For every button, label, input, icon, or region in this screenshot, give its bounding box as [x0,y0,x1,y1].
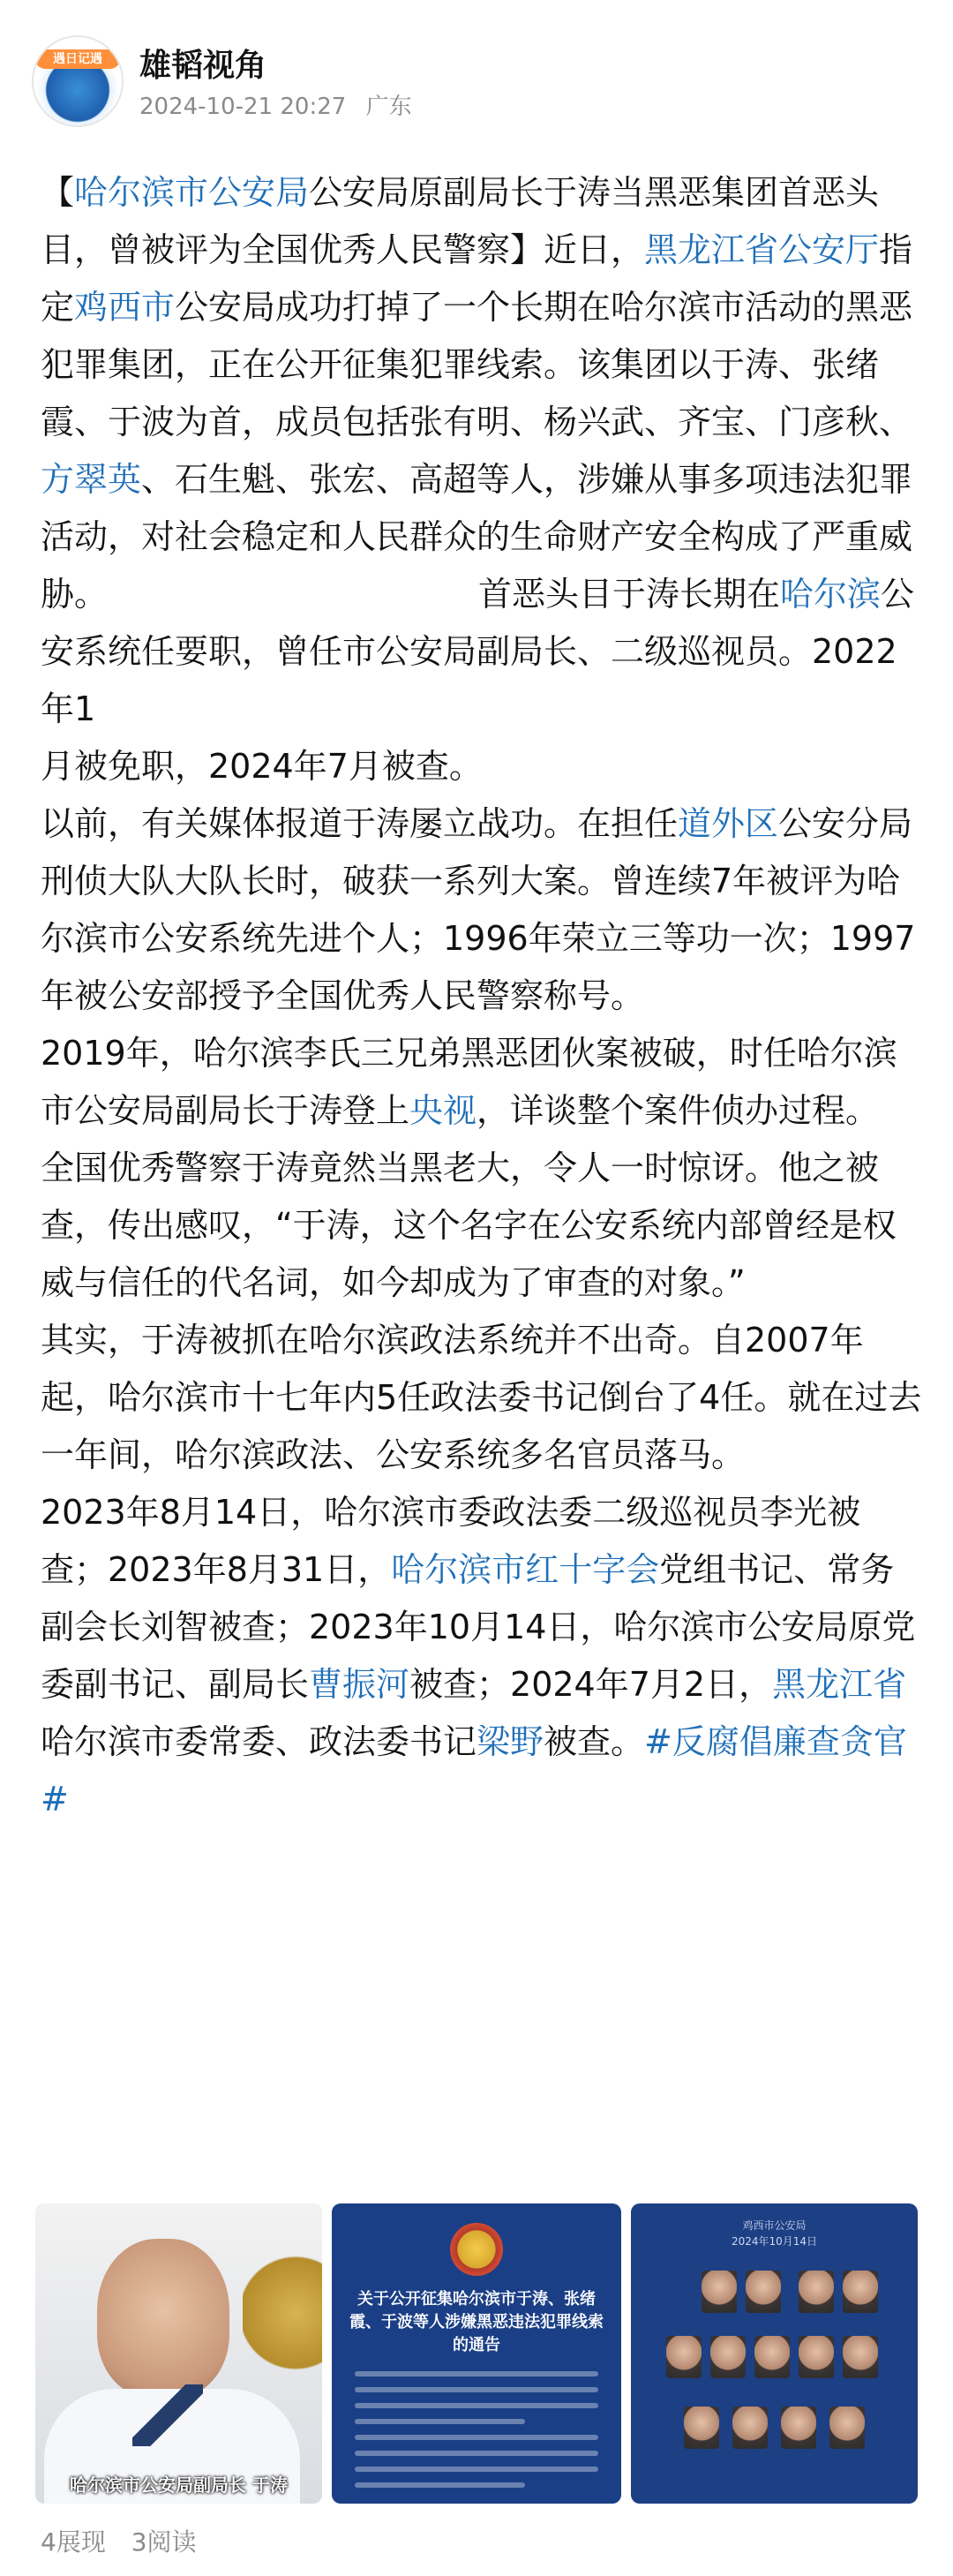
post-text: 首恶头目于涛长期在 [478,575,781,614]
inline-link[interactable]: 黑龙江省公安厅 [644,230,880,269]
poster-org: 鸡西市公安局 [742,2219,807,2232]
post-location: 广东 [365,94,412,120]
photo-suspects-poster[interactable] [631,2203,918,2504]
police-badge-icon [450,2223,503,2276]
photo-official[interactable] [35,2203,322,2504]
inline-link[interactable]: 道外区 [678,804,779,843]
post-text: 党组书记、常务副会长刘智被查；2023年10月14日，哈尔滨市公安局原党委副书记、副局长 [41,1550,916,1704]
poster-date: 2024年10月14日 [731,2235,818,2248]
post-stats [41,2523,197,2558]
suspect-photo [843,2271,878,2313]
post-text: 以前，有关媒体报道于涛屡立战功。在担任 [41,804,679,843]
post-paragraph [41,1484,923,1828]
post-text: 月被免职，2024年7月被查。 [41,747,483,786]
inline-link[interactable]: 方翠英 [41,460,142,499]
post-text: 公安分局刑侦大队大队长时，破获一系列大案。曾连续7年被评为哈尔滨市公安系统先进个人；1996年荣立三等功一次；1997年被公安部授予全国优秀人民警察称号。 [41,804,916,1015]
notice-title: 关于公开征集哈尔滨市于涛、张绪霞、于波等人涉嫌黑恶违法犯罪线索的通告 [349,2290,604,2354]
post-text: 、石生魁、张宏、高超等人，涉嫌从事多项违法犯罪活动，对社会稳定和人民群众的生命财产安全构成了严重威胁。 [41,460,913,614]
image-grid [35,2203,918,2504]
post-paragraph [41,795,923,1025]
post-text: 【 [41,173,75,212]
post-text: 2019年，哈尔滨李氏三兄弟黑恶团伙案被破，时任哈尔滨市公安局副局长于涛登上 [41,1034,897,1130]
inline-link[interactable]: 哈尔滨 [780,575,882,614]
police-emblem-icon [243,2256,322,2398]
post-meta [139,88,412,121]
photo-notice[interactable] [332,2203,621,2504]
author-avatar[interactable] [32,35,124,127]
inline-link[interactable]: 鸡西市 [74,288,176,327]
suspect-photo [666,2336,702,2378]
post-text: 2023年8月14日，哈尔滨市委政法委二级巡视员李光被查；2023年8月31日， [41,1493,861,1589]
post-text: 被查；2024年7月2日， [409,1665,773,1704]
inline-link[interactable]: 哈尔滨市红十字会 [391,1550,660,1589]
notice-text-lines [355,2371,598,2498]
inline-link[interactable]: #反腐倡廉查贪官# [41,1722,907,1819]
photo-caption: 哈尔滨市公安局副局长 于涛 [70,2474,288,2496]
suspect-photo [732,2407,768,2449]
post-paragraph [41,1025,923,1140]
post-text: 其实，于涛被抓在哈尔滨政法系统并不出奇。自2007年起，哈尔滨市十七年内5任政法委书记倒台了4任。就在过去一年间，哈尔滨政法、公安系统多名官员落马。 [41,1321,922,1474]
inline-link[interactable]: 梁野 [476,1722,544,1761]
post-paragraph [41,164,923,795]
suspect-photo [829,2407,865,2449]
inline-link[interactable]: 曹振河 [309,1665,410,1704]
suspect-photo [702,2271,737,2313]
inline-link[interactable]: 央视 [409,1091,477,1130]
post-text: 公安系统任要职，曾任市公安局副局长、二级巡视员。2022年1 [41,575,915,728]
author-name[interactable]: 雄韬视角 [139,48,267,84]
suspect-photo [843,2336,878,2378]
inline-link[interactable]: 黑龙江省 [772,1665,907,1704]
views-count: 4展现 [41,2527,106,2557]
post-text: 被查。 [544,1722,645,1761]
suspect-photo [799,2271,834,2313]
post-paragraph [41,1312,923,1484]
suspect-photo [754,2336,790,2378]
suspect-photo [781,2407,816,2449]
avatar-badge: 遇日记遇 [35,49,120,69]
suspect-photo [746,2271,781,2313]
post-text: 公安局原副局长于涛当黑恶集团首恶头目，曾被评为全国优秀人民警察】近日， [41,173,880,269]
post-header [0,0,953,150]
reads-count: 3阅读 [131,2527,197,2557]
post-paragraph [41,1140,923,1312]
inline-link[interactable]: 哈尔滨市公安局 [74,173,310,212]
post-body [41,164,923,1828]
post-timestamp: 2024-10-21 20:27 [139,94,347,120]
post-text: 指定 [41,230,913,327]
person-tie [132,2384,203,2446]
suspect-photo [799,2336,834,2378]
post-text: 公安局成功打掉了一个长期在哈尔滨市活动的黑恶犯罪集团，正在公开征集犯罪线索。该集团以于涛、张绪霞、于波为首，成员包括张有明、杨兴武、齐宝、门彦秋、 [41,288,913,441]
post-text: ，详谈整个案件侦办过程。 [476,1091,880,1130]
suspect-photo [684,2407,719,2449]
post-text: 全国优秀警察于涛竟然当黑老大，令人一时惊讶。他之被查，传出感叹，“于涛，这个名字在公安系统内部曾经是权威与信任的代名词，如今却成为了审查的对象。” [41,1149,897,1302]
suspect-photo [710,2336,746,2378]
post-text: 哈尔滨市委常委、政法委书记 [41,1722,477,1761]
person-head [97,2239,229,2398]
